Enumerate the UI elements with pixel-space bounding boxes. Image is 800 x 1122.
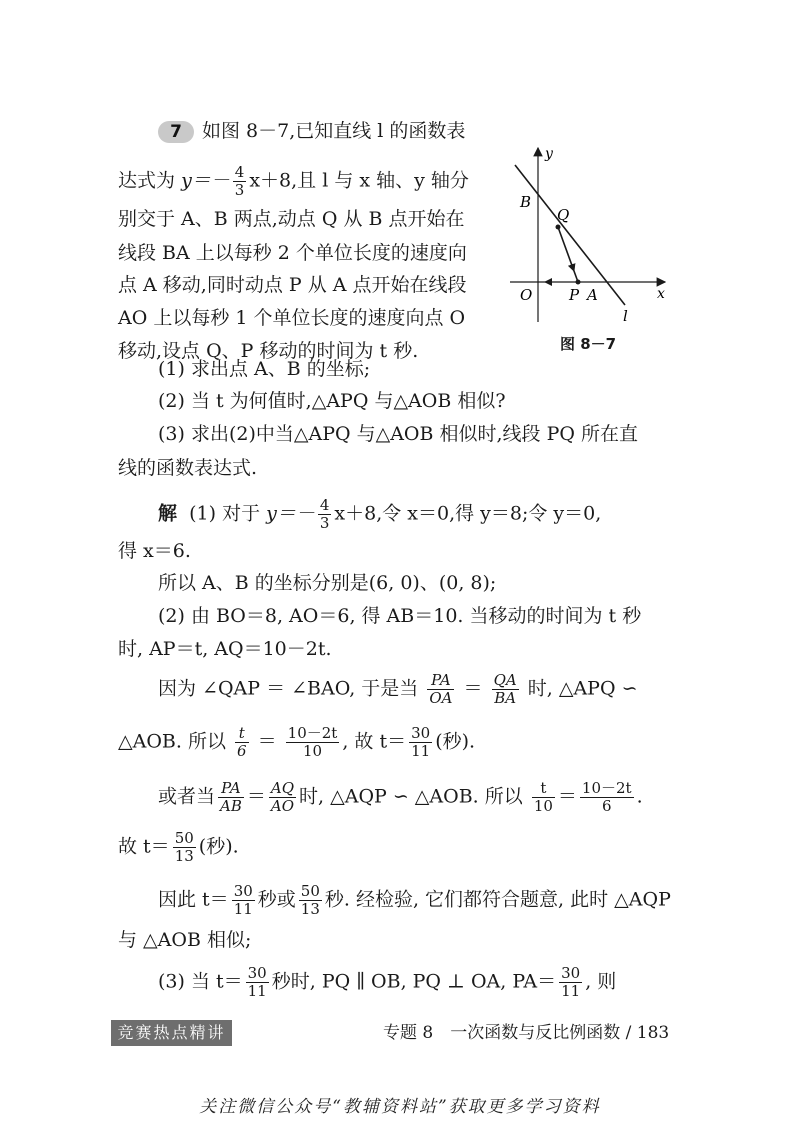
fraction: $\frac{PA}{OA}$ [429, 671, 453, 707]
figure-8-7 [505, 140, 685, 325]
question-3-cont: 线的函数表达式. [118, 457, 258, 479]
solution-line-8: 或者当 $\frac{PA}{AB}$ ＝ $\frac{AQ}{AO}$ 时, △AQP ∽ △AOB. 所以 $\frac{t}{10}$ ＝ $\frac{10-2t}{6}$ . [158, 779, 643, 815]
problem-line-2: 达式为 y＝－ $\frac{4}{3}$ x＋8,且 l 与 x 轴、y 轴分 [118, 163, 469, 199]
point-q [556, 225, 561, 230]
label-b: B [520, 193, 532, 211]
line-l [515, 165, 625, 305]
problem-line-3: 别交于 A、B 两点,动点 Q 从 B 点开始在 [118, 208, 465, 230]
fraction: $\frac{30}{11}$ [561, 964, 581, 1000]
problem-line-7: 移动,设点 Q、P 移动的时间为 t 秒. [118, 340, 419, 362]
solution-line-4: (2) 由 BO＝8, AO＝6, 得 AB＝10. 当移动的时间为 t 秒 [158, 605, 642, 627]
solution-line-2: 得 x＝6. [118, 540, 191, 562]
problem-number-badge: 7 [158, 121, 194, 143]
point-p [576, 280, 581, 285]
question-2: (2) 当 t 为何值时,△APQ 与△AOB 相似? [158, 390, 506, 412]
section-tag: 竞赛热点精讲 [111, 1020, 232, 1046]
solution-line-6: 因为 ∠QAP ＝ ∠BAO, 于是当 $\frac{PA}{OA}$ ＝ $\frac{QA}{BA}$ 时, △APQ ∽ [158, 671, 638, 707]
fraction: $\frac{4}{3}$ [234, 163, 245, 199]
problem-line-1: 7 如图 8－7,已知直线 l 的函数表 [158, 118, 465, 144]
solution-line-7: △AOB. 所以 $\frac{t}{6}$ ＝ $\frac{10-2t}{10}$ , 故 t＝ $\frac{30}{11}$ (秒). [118, 724, 476, 760]
label-q: Q [557, 206, 570, 224]
fraction: $\frac{30}{11}$ [233, 882, 253, 918]
label-p: P [569, 286, 580, 304]
solution-head: 解 [158, 502, 178, 525]
label-y: y [545, 146, 553, 162]
label-o: O [520, 286, 533, 304]
solution-line-10: 因此 t＝ $\frac{30}{11}$ 秒或 $\frac{50}{13}$ 秒. 经检验, 它们都符合题意, 此时 △AQP [158, 882, 671, 918]
fraction: $\frac{AQ}{AO}$ [270, 779, 295, 815]
fraction: $\frac{30}{11}$ [411, 724, 431, 760]
solution-line-5: 时, AP＝t, AQ＝10－2t. [118, 638, 332, 660]
label-x: x [657, 286, 665, 302]
watermark-text: 关注微信公众号“教辅资料站”获取更多学习资料 [199, 1097, 601, 1117]
solution-line-11: 与 △AOB 相似; [118, 929, 252, 951]
solution-line-12: (3) 当 t＝ $\frac{30}{11}$ 秒时, PQ ∥ OB, PQ ⊥ OA, PA＝ $\frac{30}{11}$ , 则 [158, 964, 617, 1000]
solution-line-1: 解 (1) 对于 y＝－ $\frac{4}{3}$ x＋8,令 x＝0,得 y＝8;令 y＝0, [158, 496, 602, 532]
label-a: A [587, 286, 598, 304]
fraction: $\frac{4}{3}$ [319, 496, 330, 532]
problem-line-5: 点 A 移动,同时动点 P 从 A 点开始在线段 [118, 274, 467, 296]
fraction: $\frac{10-2t}{10}$ [287, 724, 338, 760]
running-footer: 专题 8 一次函数与反比例函数 / 183 [383, 1023, 670, 1043]
label-l: l [623, 307, 628, 325]
figure-caption: 图 8－7 [560, 335, 617, 353]
fraction: $\frac{50}{13}$ [174, 829, 194, 865]
fraction: $\frac{50}{13}$ [300, 882, 320, 918]
fraction: $\frac{PA}{AB}$ [220, 779, 242, 815]
fraction: $\frac{30}{11}$ [247, 964, 267, 1000]
question-3: (3) 求出(2)中当△APQ 与△AOB 相似时,线段 PQ 所在直 [158, 423, 638, 445]
solution-line-9: 故 t＝ $\frac{50}{13}$ (秒). [118, 829, 239, 865]
question-1: (1) 求出点 A、B 的坐标; [158, 358, 371, 380]
fraction: $\frac{t}{6}$ [237, 724, 247, 760]
fraction: $\frac{QA}{BA}$ [493, 671, 517, 707]
fraction: $\frac{10-2t}{6}$ [581, 779, 632, 815]
arrow-q-to-p [565, 246, 574, 271]
fraction: $\frac{t}{10}$ [533, 779, 553, 815]
problem-line-6: AO 上以每秒 1 个单位长度的速度向点 O [118, 307, 466, 329]
problem-line-4: 线段 BA 上以每秒 2 个单位长度的速度向 [118, 242, 467, 264]
solution-line-3: 所以 A、B 的坐标分别是(6, 0)、(0, 8); [158, 572, 497, 594]
